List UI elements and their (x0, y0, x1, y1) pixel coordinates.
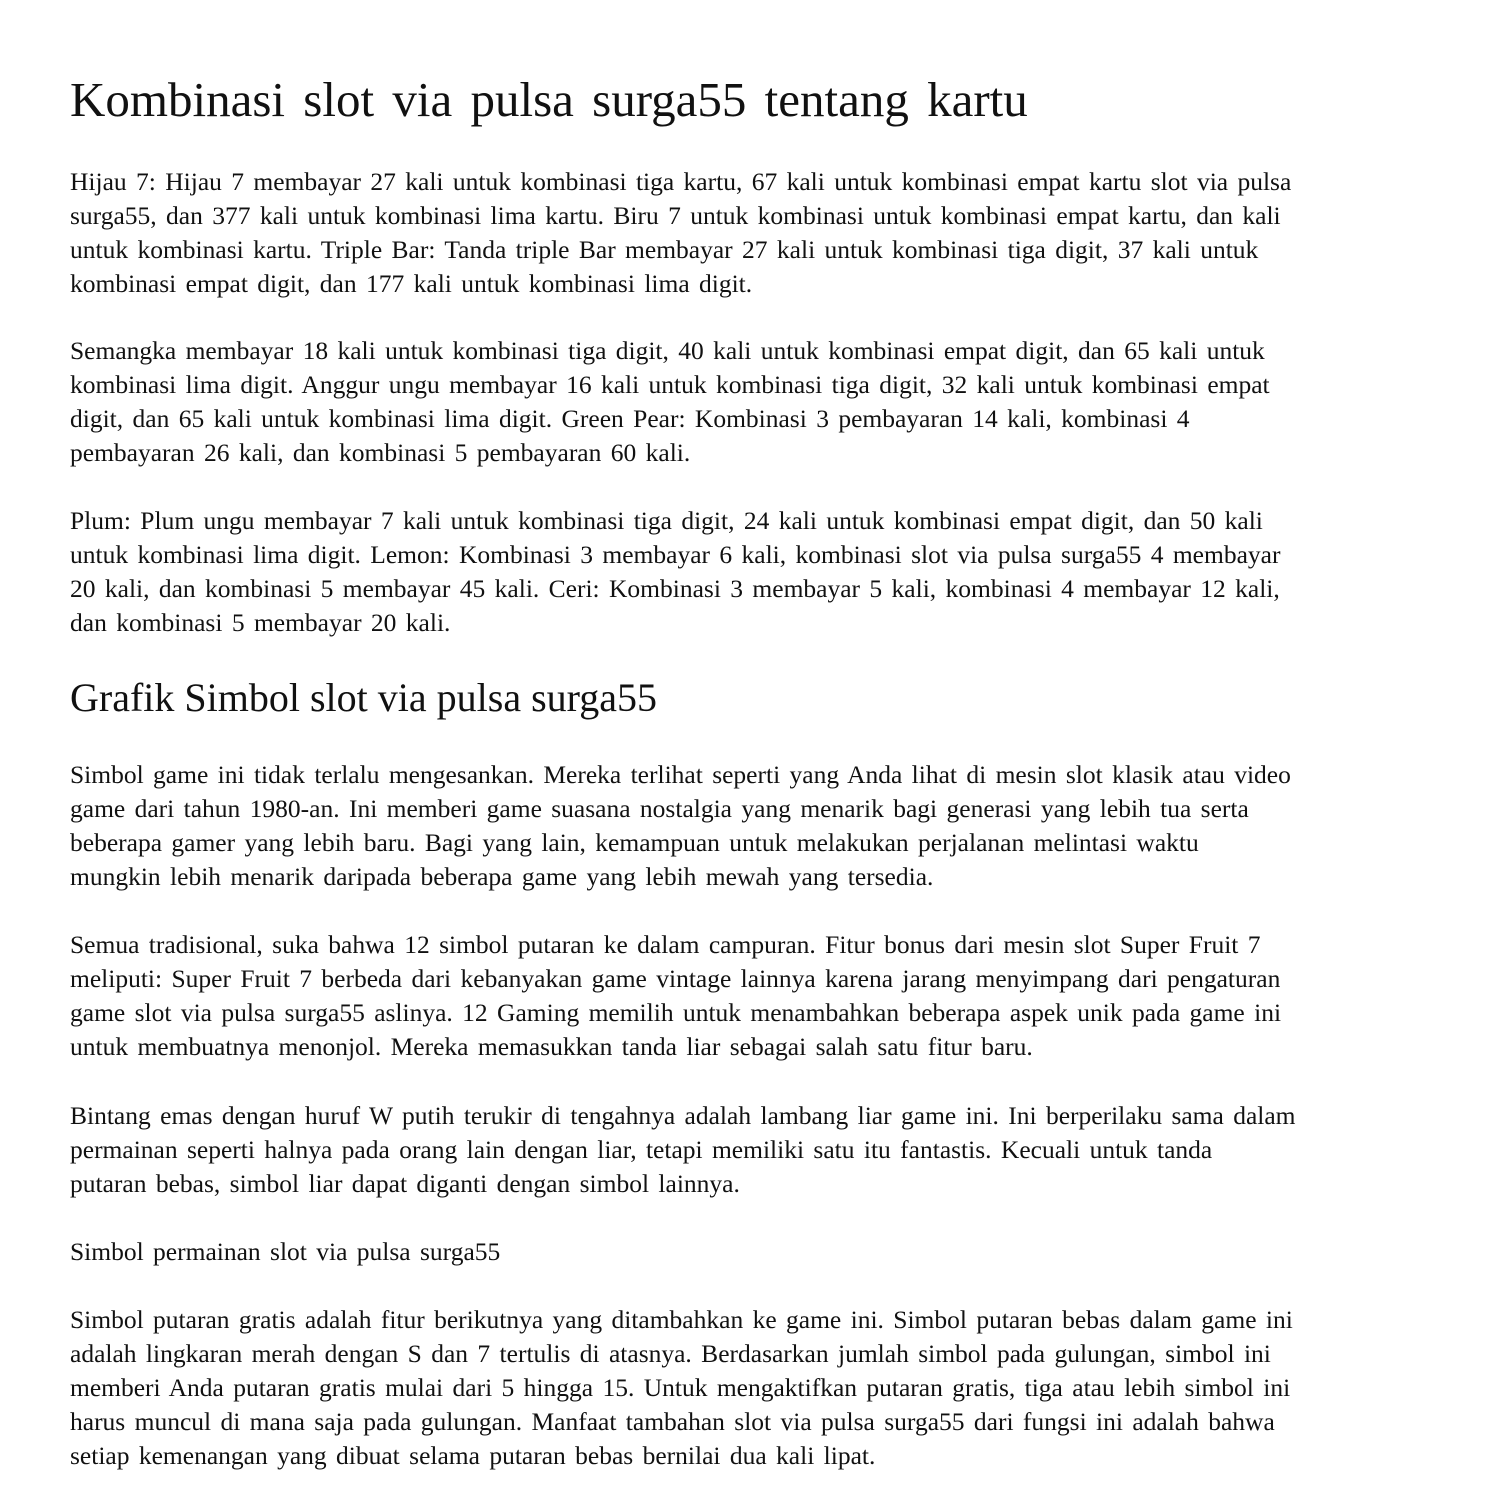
paragraph-line: Bintang emas dengan huruf W putih terukir di tengahnya adalah lambang liar game ini. Ini berperilaku sama dalam (70, 1101, 1296, 1130)
paragraph-line: putaran bebas, simbol liar dapat diganti dengan simbol lainnya. (70, 1169, 740, 1198)
paragraph-line: setiap kemenangan yang dibuat selama putaran bebas bernilai dua kali lipat. (70, 1441, 876, 1470)
paragraph-line: Plum: Plum ungu membayar 7 kali untuk kombinasi tiga digit, 24 kali untuk kombinasi empat digit, dan 50 kali (70, 506, 1263, 535)
paragraph-line: dan kombinasi 5 membayar 20 kali. (70, 608, 451, 637)
paragraph-line: pembayaran 26 kali, dan kombinasi 5 pembayaran 60 kali. (70, 438, 691, 467)
paragraph-line: harus muncul di mana saja pada gulungan. Manfaat tambahan slot via pulsa surga55 dari fungsi ini adalah bahwa (70, 1407, 1275, 1436)
paragraph-line: memberi Anda putaran gratis mulai dari 5 hingga 15. Untuk mengaktifkan putaran gratis, tiga atau lebih simbol ini (70, 1373, 1291, 1402)
page-title: Kombinasi slot via pulsa surga55 tentang kartu (70, 72, 1028, 127)
paragraph-line: Simbol putaran gratis adalah fitur berikutnya yang ditambahkan ke game ini. Simbol putaran bebas dalam game ini (70, 1305, 1293, 1334)
paragraph-line: meliputi: Super Fruit 7 berbeda dari kebanyakan game vintage lainnya karena jarang menyimpang dari pengaturan (70, 964, 1281, 993)
paragraph-line: permainan seperti halnya pada orang lain dengan liar, tetapi memiliki satu itu fantastis. Kecuali untuk tanda (70, 1135, 1213, 1164)
paragraph-line: game dari tahun 1980-an. Ini memberi game suasana nostalgia yang menarik bagi generasi yang lebih tua serta (70, 794, 1249, 823)
paragraph-line: digit, dan 65 kali untuk kombinasi lima digit. Green Pear: Kombinasi 3 pembayaran 14 kali, kombinasi 4 (70, 404, 1190, 433)
paragraph-line: game slot via pulsa surga55 aslinya. 12 Gaming memilih untuk menambahkan beberapa aspek unik pada game ini (70, 998, 1282, 1027)
paragraph-line: Semua tradisional, suka bahwa 12 simbol putaran ke dalam campuran. Fitur bonus dari mesin slot Super Fruit 7 (70, 930, 1261, 959)
paragraph-line: Semangka membayar 18 kali untuk kombinasi tiga digit, 40 kali untuk kombinasi empat digit, dan 65 kali untuk (70, 336, 1265, 365)
paragraph (70, 928, 1281, 1064)
paragraph-line: beberapa gamer yang lebih baru. Bagi yang lain, kemampuan untuk melakukan perjalanan melintasi waktu (70, 828, 1199, 857)
paragraph-line: mungkin lebih menarik daripada beberapa game yang lebih mewah yang tersedia. (70, 862, 934, 891)
paragraph-line: kombinasi empat digit, dan 177 kali untuk kombinasi lima digit. (70, 269, 753, 298)
paragraph-line: Simbol game ini tidak terlalu mengesankan. Mereka terlihat seperti yang Anda lihat di mesin slot klasik atau video (70, 760, 1291, 789)
paragraph-line: Simbol permainan slot via pulsa surga55 (70, 1237, 501, 1266)
paragraph (70, 1099, 1296, 1201)
paragraph (70, 165, 1291, 301)
paragraph (70, 1303, 1293, 1473)
paragraph-line: untuk membuatnya menonjol. Mereka memasukkan tanda liar sebagai salah satu fitur baru. (70, 1032, 1033, 1061)
paragraph (70, 334, 1270, 470)
paragraph-line: Hijau 7: Hijau 7 membayar 27 kali untuk kombinasi tiga kartu, 67 kali untuk kombinasi empat kartu slot via pulsa (70, 167, 1292, 196)
paragraph (70, 758, 1291, 894)
section-heading: Grafik Simbol slot via pulsa surga55 (70, 675, 657, 720)
paragraph (70, 1235, 500, 1269)
paragraph-line: untuk kombinasi kartu. Triple Bar: Tanda triple Bar membayar 27 kali untuk kombinasi tiga digit, 37 kali untuk (70, 235, 1259, 264)
paragraph-line: untuk kombinasi lima digit. Lemon: Kombinasi 3 membayar 6 kali, kombinasi slot via pulsa surga55 4 membayar (70, 540, 1281, 569)
paragraph-line: adalah lingkaran merah dengan S dan 7 tertulis di atasnya. Berdasarkan jumlah simbol pada gulungan, simbol ini (70, 1339, 1271, 1368)
paragraph-line: kombinasi lima digit. Anggur ungu membayar 16 kali untuk kombinasi tiga digit, 32 kali untuk kombinasi empat (70, 370, 1270, 399)
paragraph-line: 20 kali, dan kombinasi 5 membayar 45 kali. Ceri: Kombinasi 3 membayar 5 kali, kombinasi 4 membayar 12 kali, (70, 574, 1280, 603)
paragraph (70, 504, 1280, 640)
paragraph-line: surga55, dan 377 kali untuk kombinasi lima kartu. Biru 7 untuk kombinasi untuk kombinasi empat kartu, dan kali (70, 201, 1281, 230)
